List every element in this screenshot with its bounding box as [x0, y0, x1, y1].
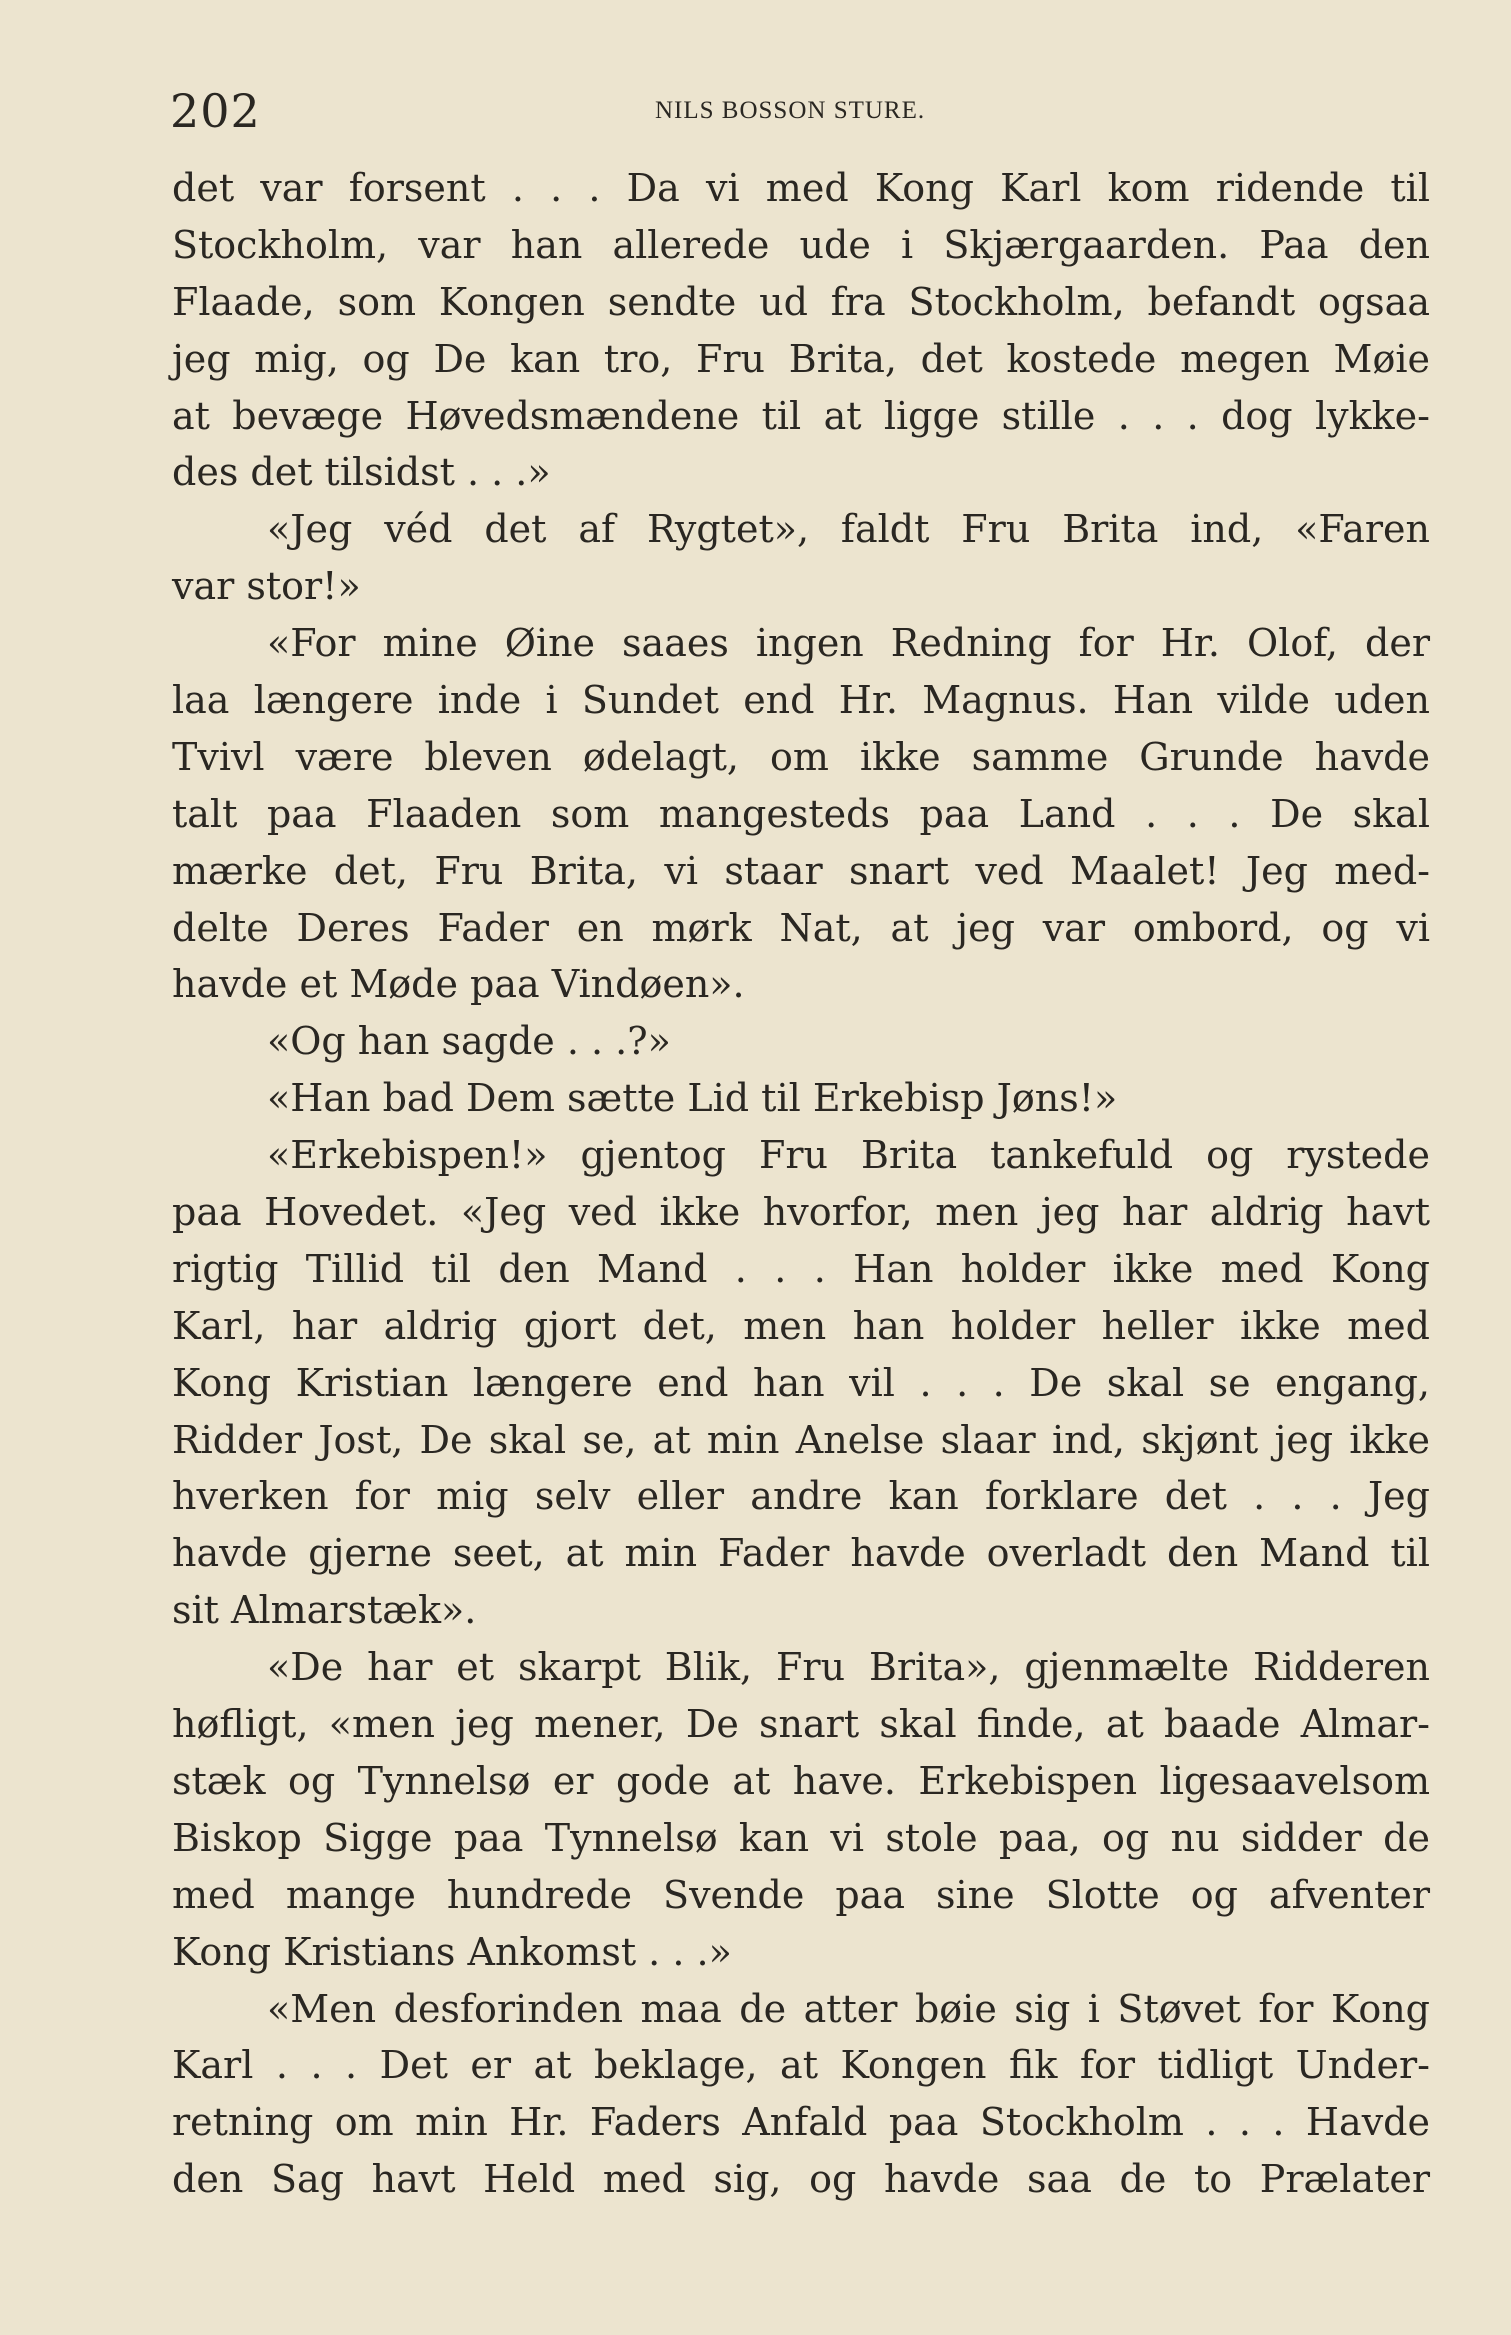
- text-line: at bevæge Høvedsmændene til at ligge stille . . . dog lykke-: [172, 393, 1430, 438]
- text-line: med mange hundrede Svende paa sine Slotte og afventer: [172, 1872, 1430, 1917]
- text-line: sit Almarstæk».: [172, 1588, 477, 1633]
- running-head: NILS BOSSON STURE.: [655, 97, 926, 124]
- text-line: havde et Møde paa Vindøen».: [172, 962, 745, 1007]
- text-line: mærke det, Fru Brita, vi staar snart ved Maalet! Jeg med-: [172, 848, 1430, 893]
- text-line: «Og han sagde . . .?»: [267, 1019, 671, 1064]
- text-line: rigtig Tillid til den Mand . . . Han holder ikke med Kong: [172, 1246, 1430, 1291]
- text-line: «De har et skarpt Blik, Fru Brita», gjenmælte Ridderen: [267, 1645, 1430, 1690]
- text-line: retning om min Hr. Faders Anfald paa Stockholm . . . Havde: [172, 2100, 1430, 2145]
- text-line: Karl . . . Det er at beklage, at Kongen fik for tidligt Under-: [172, 2043, 1430, 2088]
- text-line: paa Hovedet. «Jeg ved ikke hvorfor, men jeg har aldrig havt: [172, 1190, 1430, 1235]
- text-line: «Erkebispen!» gjentog Fru Brita tankefuld og rystede: [267, 1133, 1430, 1178]
- text-line: «Han bad Dem sætte Lid til Erkebisp Jøns!»: [267, 1076, 1118, 1121]
- text-line: stæk og Tynnelsø er gode at have. Erkebispen ligesaavelsom: [172, 1758, 1430, 1803]
- text-line: laa længere inde i Sundet end Hr. Magnus. Han vilde uden: [172, 678, 1430, 723]
- text-line: den Sag havt Held med sig, og havde saa de to Prælater: [172, 2157, 1430, 2202]
- text-line: Karl, har aldrig gjort det, men han holder heller ikke med: [172, 1303, 1430, 1348]
- text-line: høfligt, «men jeg mener, De snart skal finde, at baade Almar-: [172, 1702, 1430, 1747]
- text-line: Kong Kristian længere end han vil . . . De skal se engang,: [172, 1360, 1430, 1405]
- text-line: «Men desforinden maa de atter bøie sig i Støvet for Kong: [267, 1986, 1430, 2031]
- text-line: Tvivl være bleven ødelagt, om ikke samme Grunde havde: [172, 734, 1430, 779]
- text-line: des det tilsidst . . .»: [172, 450, 551, 495]
- text-line: «Jeg véd det af Rygtet», faldt Fru Brita ind, «Faren: [267, 507, 1430, 552]
- text-line: Kong Kristians Ankomst . . .»: [172, 1929, 732, 1974]
- text-line: Stockholm, var han allerede ude i Skjærgaarden. Paa den: [172, 222, 1430, 267]
- text-line: var stor!»: [172, 564, 361, 609]
- text-line: talt paa Flaaden som mangesteds paa Land . . . De skal: [172, 791, 1430, 836]
- text-line: Flaade, som Kongen sendte ud fra Stockholm, befandt ogsaa: [172, 279, 1430, 324]
- page-number: 202: [170, 84, 261, 138]
- text-line: det var forsent . . . Da vi med Kong Karl kom ridende til: [172, 166, 1430, 210]
- text-line: havde gjerne seet, at min Fader havde overladt den Mand til: [172, 1531, 1430, 1576]
- body-text: [172, 160, 1430, 2208]
- text-line: «For mine Øine saaes ingen Redning for Hr. Olof, der: [267, 621, 1430, 666]
- text-line: Biskop Sigge paa Tynnelsø kan vi stole paa, og nu sidder de: [172, 1815, 1430, 1860]
- text-line: jeg mig, og De kan tro, Fru Brita, det kostede megen Møie: [172, 336, 1430, 381]
- text-line: delte Deres Fader en mørk Nat, at jeg var ombord, og vi: [172, 905, 1430, 950]
- text-line: hverken for mig selv eller andre kan forklare det . . . Jeg: [172, 1474, 1430, 1519]
- page-header: [170, 82, 1440, 142]
- text-line: Ridder Jost, De skal se, at min Anelse slaar ind, skjønt jeg ikke: [172, 1417, 1430, 1462]
